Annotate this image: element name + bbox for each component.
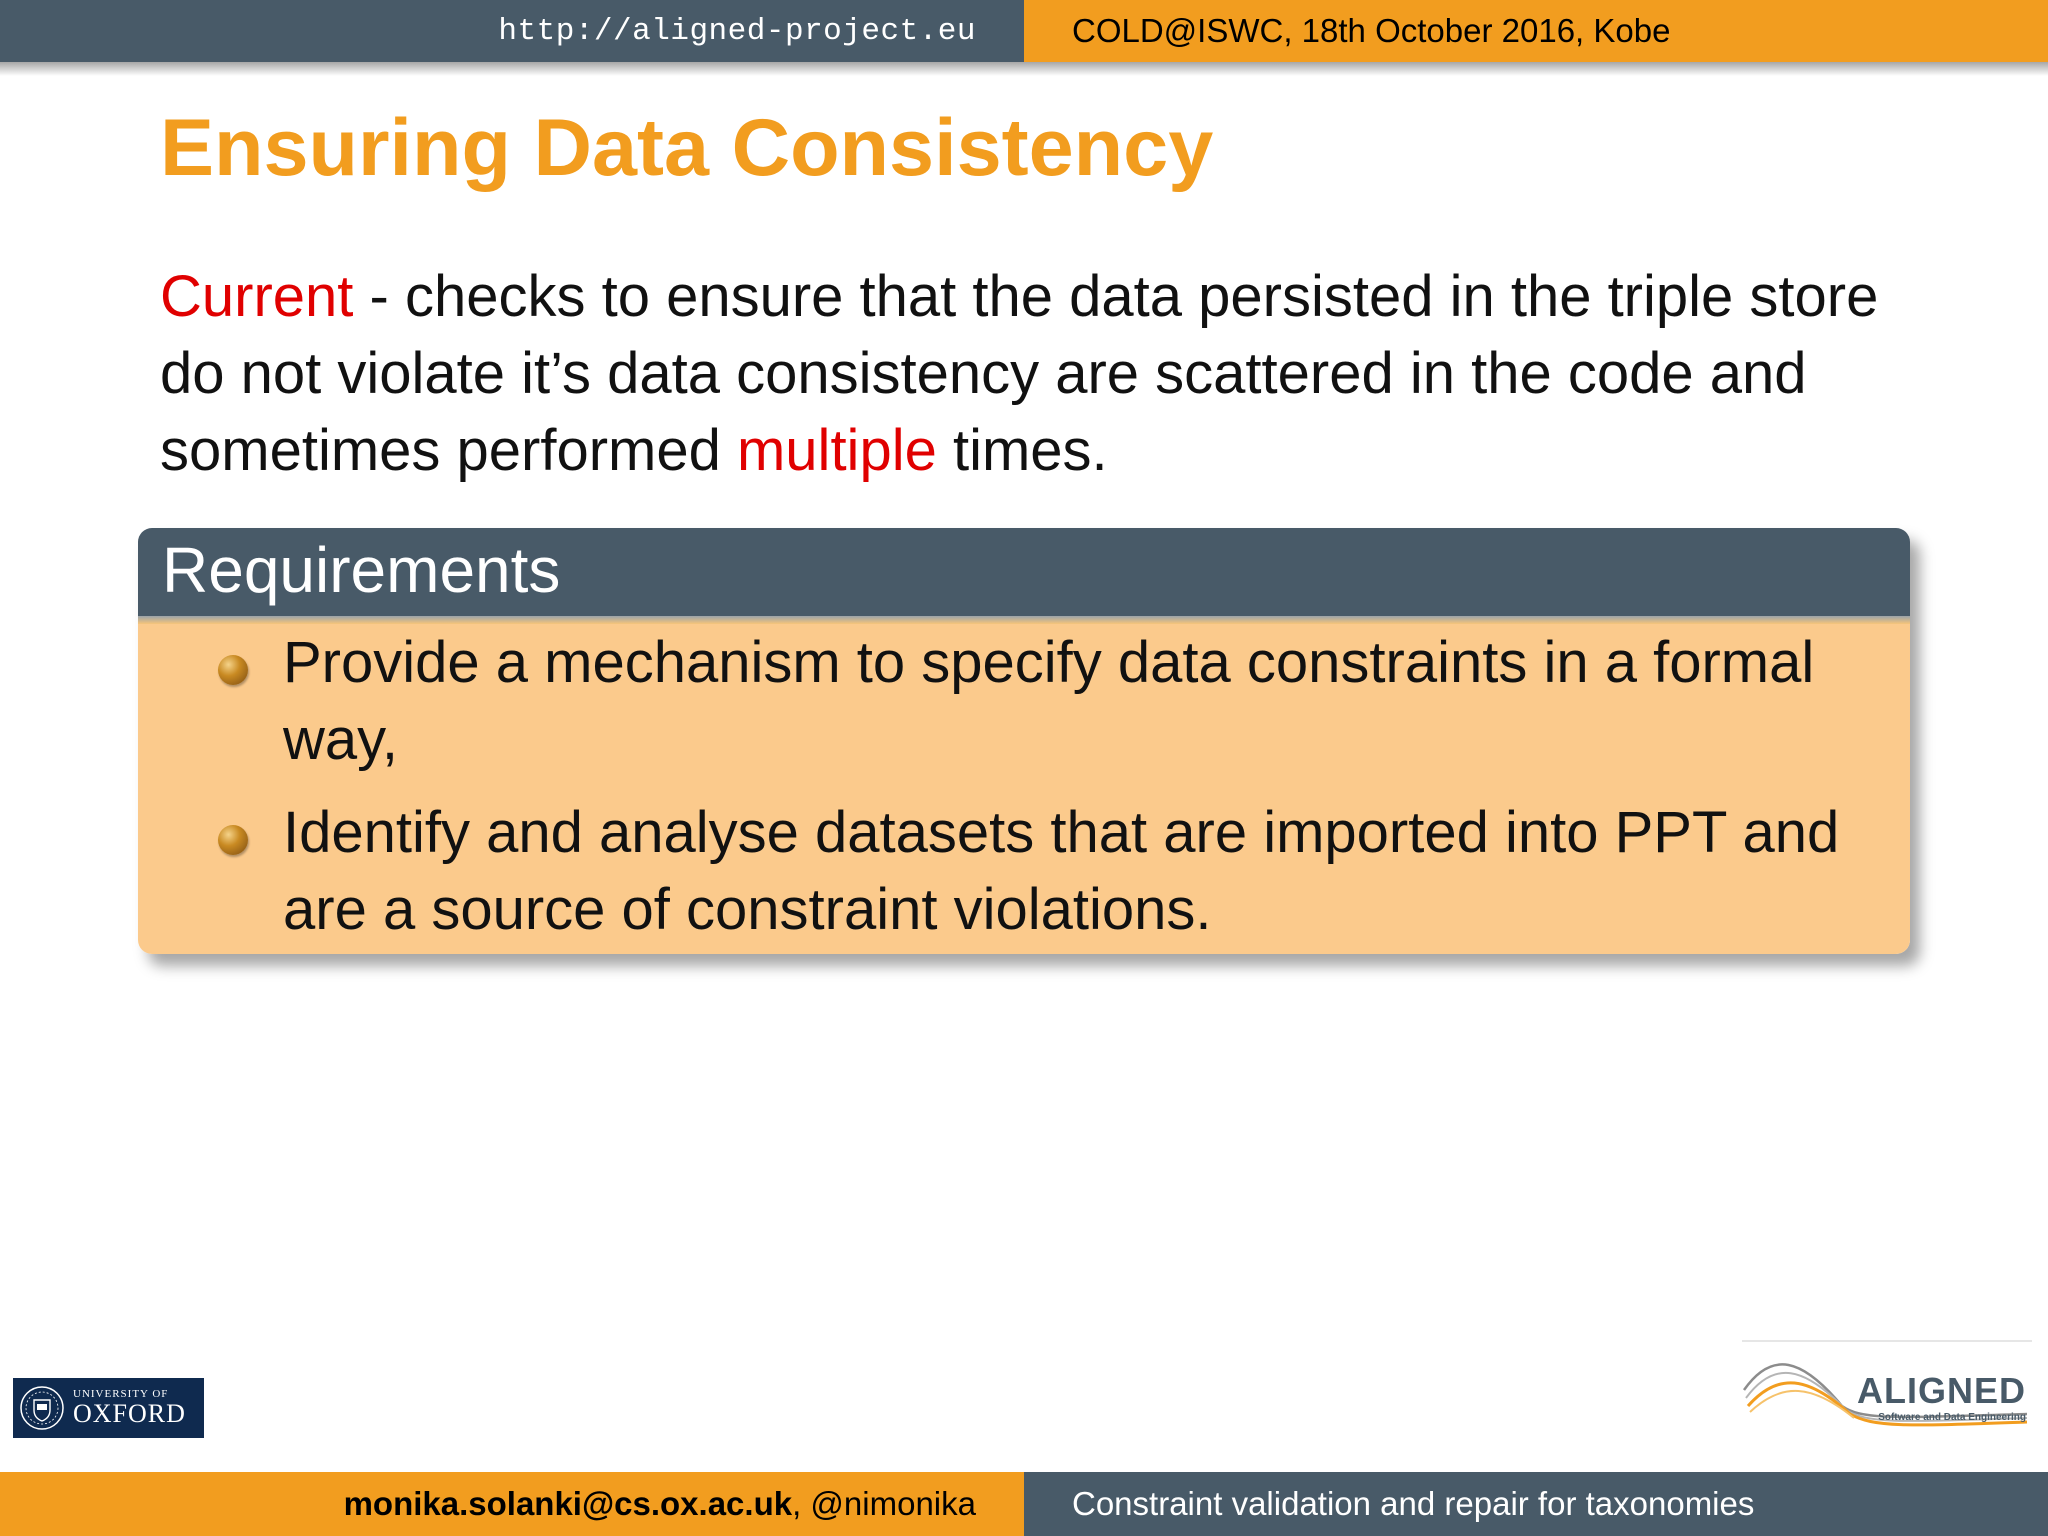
oxford-big-text: OXFORD [73, 1399, 186, 1428]
keyword-current: Current [160, 264, 354, 329]
footer-bar [0, 1472, 2048, 1536]
author-handle: , @nimonika [792, 1485, 976, 1522]
footer-author-section [0, 1472, 1024, 1536]
header-bar [0, 0, 2048, 62]
slide-title: Ensuring Data Consistency [160, 103, 1214, 193]
aligned-divider [1742, 1340, 2032, 1342]
requirement-item: Provide a mechanism to specify data constraints in a formal way, [283, 630, 1815, 772]
event-info: COLD@ISWC, 18th October 2016, Kobe [1072, 12, 1671, 49]
header-url-section [0, 0, 1024, 62]
aligned-tagline: Software and Data Engineering [1878, 1412, 2026, 1423]
requirements-block [138, 528, 1910, 954]
oxford-logo [13, 1378, 204, 1438]
requirement-item: Identify and analyse datasets that are imported into PPT and are a source of constraint violations. [283, 800, 1840, 942]
intro-paragraph [160, 258, 1940, 489]
oxford-crest-icon [19, 1385, 65, 1431]
oxford-small-text: UNIVERSITY OF [73, 1388, 169, 1400]
project-url[interactable]: http://aligned-project.eu [498, 13, 976, 49]
aligned-logo [1742, 1340, 2032, 1432]
keyword-multiple: multiple [736, 418, 937, 483]
bullet-icon [218, 655, 248, 685]
header-shadow [0, 62, 2048, 76]
footer-title-section [1024, 1472, 2048, 1536]
intro-text-end: times. [936, 418, 1108, 483]
talk-title: Constraint validation and repair for taxonomies [1072, 1485, 1755, 1522]
requirements-body [138, 624, 1910, 954]
oxford-wordmark [73, 1388, 186, 1428]
author-email[interactable]: monika.solanki@cs.ox.ac.uk [343, 1485, 793, 1522]
header-event-section [1024, 0, 2048, 62]
bullet-icon [218, 825, 248, 855]
block-title-shade [138, 616, 1910, 624]
requirements-title: Requirements [138, 528, 1910, 616]
intro-text: - checks to ensure that the data persisted in the triple store do not violate it’s data consistency are scattered in the code and sometimes performed [160, 264, 1879, 483]
aligned-wordmark: ALIGNED [1857, 1370, 2026, 1411]
